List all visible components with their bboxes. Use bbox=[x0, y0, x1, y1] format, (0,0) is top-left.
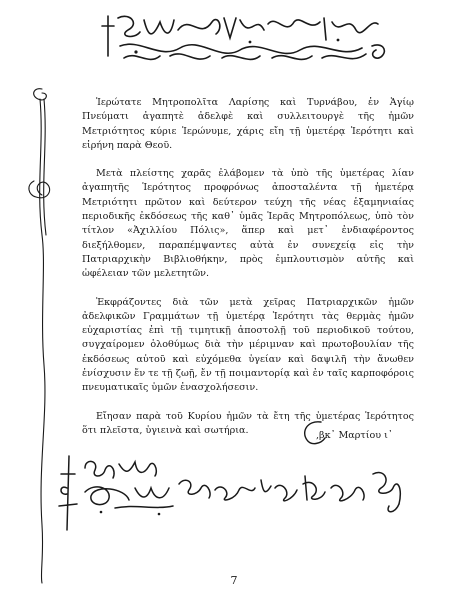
letter-paragraph: Εἴησαν παρὰ τοῦ Κυρίου ἡμῶν τὰ ἔτη τῆς ὑμετέρας Ἱερότητος ὅτι πλεῖστα, ὑγιεινὰ καὶ σωτήρια. bbox=[82, 410, 414, 436]
letter-paragraph: Ἐκφράζοντες διὰ τῶν μετὰ χεῖρας Πατριαρχικῶν ἡμῶν ἀδελφικῶν Γραμμάτων τῇ ὑμετέρᾳ Ἱερότητι τὰς θερμὰς ἡμῶν εὐχαριστίας ἐπὶ τῇ τιμητικῇ ἀποστολῇ τοῦ περιοδικοῦ τούτου, συγχαίρομεν ὁλοθύμως διὰ τὴν μέριμναν καὶ πρωτοβουλίαν τῆς ἐκδόσεως αὐτοῦ καὶ εὐχόμεθα ὑγείαν καὶ δαψιλῆ τὴν ἄνωθεν ἐνίσχυσιν ἔν τε τῇ ζωῇ, ἔν τῇ ποιμαντορίᾳ καὶ ἐν ταῖς καρποφόροις πνευματικαῖς ὑμῶν ἐνασχολήσεσιν. bbox=[82, 296, 414, 394]
patriarch-signature bbox=[55, 448, 415, 538]
letter-body bbox=[82, 96, 414, 438]
letter-paragraph: Ἱερώτατε Μητροπολῖτα Λαρίσης καὶ Τυρνάβου, ἐν Ἁγίῳ Πνεύματι ἀγαπητὲ ἀδελφὲ καὶ συλλειτουργὲ τῆς ἡμῶν Μετριότητος κύριε Ἱερώνυμε, χάρις εἴη τῇ ὑμετέρᾳ Ἱερότητι καὶ εἰρήνη παρὰ Θεοῦ. bbox=[82, 97, 414, 151]
patriarchal-monogram bbox=[100, 10, 390, 68]
letter-paragraph: Μετὰ πλείστης χαρᾶς ἐλάβομεν τὰ ὑπὸ τῆς ὑμετέρας λίαν ἀγαπητῆς Ἱερότητος προφρόνως ἀποσταλέντα τῇ ἡμετέρᾳ Μετριότητι πρῶτον καὶ δεύτερον τεύχη τῆς νέας ἑξαμηνιαίας περιοδικῆς ἐκδόσεως τῆς καθ᾽ ὑμᾶς Ἱερᾶς Μητροπόλεως, ὑπὸ τὸν τίτλον «Ἀχιλλίου Πόλις», ἅπερ καὶ μετ᾽ ἐνδιαφέροντος διεξήλθομεν, παραπέμψαντες αὐτὰ ἐν συνεχείᾳ εἰς τὴν Πατριαρχικὴν Βιβλιοθήκην, πρὸς ἐμπλουτισμὸν αὐτῆς καὶ ὠφέλειαν τῶν μελετητῶν. bbox=[82, 168, 414, 280]
page-number: 7 bbox=[230, 574, 238, 587]
letter-date: ,βκ᾽ Μαρτίου ι᾽ bbox=[316, 430, 393, 441]
